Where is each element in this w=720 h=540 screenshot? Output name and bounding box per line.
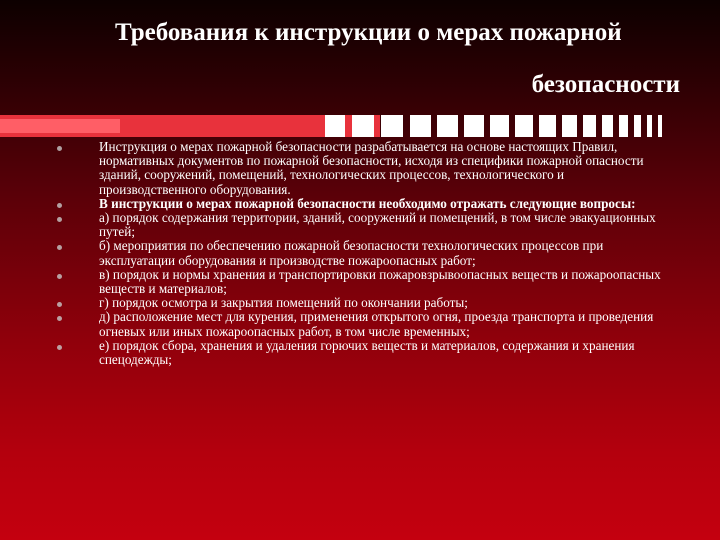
list-item: [57, 339, 662, 367]
bullet-list: [57, 140, 662, 367]
list-item-text: В инструкции о мерах пожарной безопасности необходимо отражать следующие вопросы:: [99, 195, 636, 211]
list-item-text: Инструкция о мерах пожарной безопасности разрабатывается на основе настоящих Правил, нормативных документов по пожарной безопасности, исходя из специфики пожарной опасности зданий, сооружений, помещений, технологических процессов, технологического и производственного оборудования.: [99, 139, 644, 197]
deco-square: [381, 115, 403, 137]
list-item: [57, 296, 662, 310]
title-line-1: Требования к инструкции о мерах пожарной: [115, 19, 622, 46]
bullet-icon: [57, 345, 62, 350]
deco-square: [464, 115, 484, 137]
bullet-icon: [57, 274, 62, 279]
deco-square: [634, 115, 641, 137]
deco-square: [539, 115, 556, 137]
deco-square: [490, 115, 509, 137]
deco-square: [515, 115, 533, 137]
deco-square: [437, 115, 458, 137]
list-item: [57, 140, 662, 197]
list-item-text: д) расположение мест для курения, применения открытого огня, проезда транспорта и проведения огневых или иных пожароопасных работ, в том числе временных;: [99, 309, 654, 339]
deco-square: [647, 115, 652, 137]
list-item-text: е) порядок сбора, хранения и удаления горючих веществ и материалов, содержания и хранения спецодежды;: [99, 337, 635, 368]
bullet-icon: [57, 217, 62, 222]
list-item-text: б) мероприятия по обеспечению пожарной безопасности технологических процессов при эксплуатации оборудования и производстве пожароопасных работ;: [99, 238, 604, 268]
bullet-icon: [57, 203, 62, 208]
decorative-bar: [0, 115, 720, 137]
deco-square: [602, 115, 613, 137]
deco-square: [619, 115, 628, 137]
list-item: [57, 239, 662, 267]
list-item-text: г) порядок осмотра и закрытия помещений по окончании работы;: [99, 295, 468, 311]
list-item: [57, 197, 662, 211]
bullet-icon: [57, 316, 62, 321]
bullet-icon: [57, 302, 62, 307]
accent-highlight: [0, 119, 120, 133]
bullet-icon: [57, 146, 62, 151]
list-item: [57, 310, 662, 338]
list-item: [57, 268, 662, 296]
title-line-2: безопасности: [531, 71, 680, 98]
deco-square: [658, 115, 662, 137]
bullet-icon: [57, 245, 62, 250]
list-item-text: в) порядок и нормы хранения и транспортировки пожаровзрывоопасных веществ и пожароопасных веществ и материалов;: [99, 266, 661, 297]
deco-square: [410, 115, 431, 137]
deco-square: [352, 115, 374, 137]
list-item-text: а) порядок содержания территории, зданий, сооружений и помещений, в том числе эвакуационных путей;: [99, 210, 656, 240]
deco-square: [583, 115, 596, 137]
deco-square: [325, 115, 345, 137]
list-item: [57, 211, 662, 239]
slide-title: [60, 0, 680, 100]
deco-square: [562, 115, 577, 137]
